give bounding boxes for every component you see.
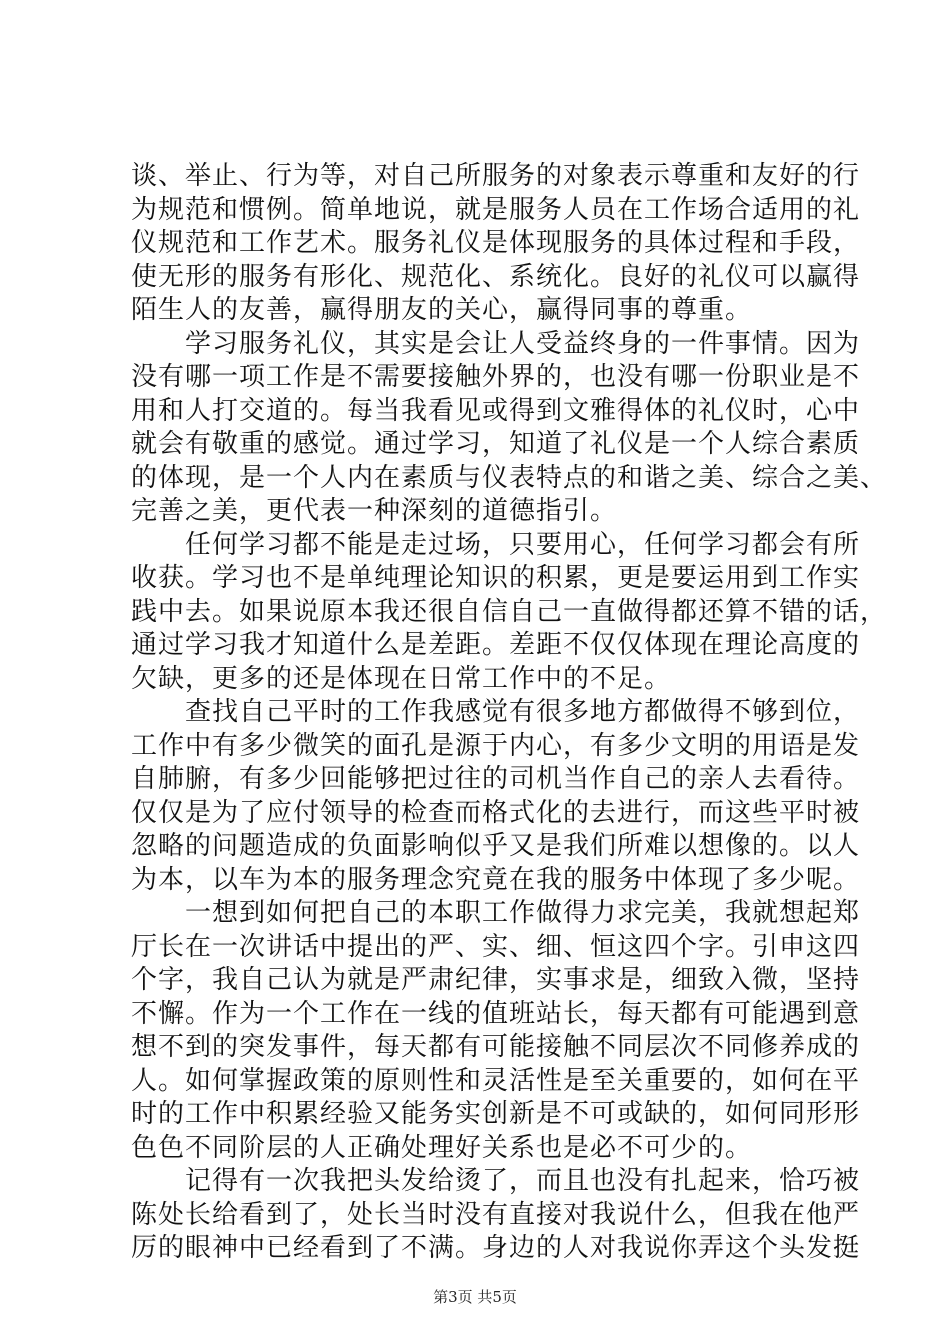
text-line: 使无形的服务有形化、规范化、系统化。良好的礼仪可以赢得 bbox=[131, 261, 861, 292]
text-line: 个字，我自己认为就是严肃纪律，实事求是，细致入微，坚持 bbox=[131, 965, 861, 995]
text-line: 工作中有多少微笑的面孔是源于内心，有多少文明的用语是发 bbox=[131, 730, 861, 761]
text-line: 陌生人的友善，赢得朋友的关心，赢得同事的尊重。 bbox=[131, 295, 753, 325]
text-line: 自肺腑，有多少回能够把过往的司机当作自己的亲人去看待。 bbox=[131, 764, 861, 794]
text-line: 任何学习都不能是走过场，只要用心，任何学习都会有所 bbox=[131, 529, 861, 560]
text-line: 厅长在一次讲话中提出的严、实、细、恒这四个字。引申这四 bbox=[131, 931, 861, 962]
page-number-footer: 第3页 共5页 bbox=[433, 1288, 517, 1306]
text-line: 学习服务礼仪，其实是会让人受益终身的一件事情。因为 bbox=[131, 328, 861, 359]
text-line: 为规范和惯例。简单地说，就是服务人员在工作场合适用的礼 bbox=[131, 194, 861, 225]
text-line: 仪规范和工作艺术。服务礼仪是体现服务的具体过程和手段， bbox=[131, 228, 861, 258]
text-line: 践中去。如果说原本我还很自信自己一直做得都还算不错的话， bbox=[131, 596, 888, 627]
text-line: 通过学习我才知道什么是差距。差距不仅仅体现在理论高度的 bbox=[131, 630, 861, 660]
text-line: 记得有一次我把头发给烫了，而且也没有扎起来，恰巧被 bbox=[131, 1166, 861, 1196]
text-line: 忽略的问题造成的负面影响似乎又是我们所难以想像的。以人 bbox=[131, 831, 861, 861]
text-line: 厉的眼神中已经看到了不满。身边的人对我说你弄这个头发挺 bbox=[131, 1233, 861, 1263]
document-body bbox=[131, 160, 888, 1266]
text-line: 陈处长给看到了，处长当时没有直接对我说什么，但我在他严 bbox=[131, 1199, 861, 1230]
text-line: 收获。学习也不是单纯理论知识的积累，更是要运用到工作实 bbox=[131, 563, 861, 593]
text-line: 用和人打交道的。每当我看见或得到文雅得体的礼仪时，心中 bbox=[131, 395, 861, 426]
text-line: 想不到的突发事件，每天都有可能接触不同层次不同修养成的 bbox=[131, 1032, 861, 1062]
text-line: 色色不同阶层的人正确处理好关系也是必不可少的。 bbox=[131, 1132, 753, 1163]
text-line: 不懈。作为一个工作在一线的值班站长，每天都有可能遇到意 bbox=[131, 998, 861, 1029]
text-line: 没有哪一项工作是不需要接触外界的，也没有哪一份职业是不 bbox=[131, 362, 861, 392]
text-line: 查找自己平时的工作我感觉有很多地方都做得不够到位， bbox=[131, 697, 861, 727]
text-line: 的体现，是一个人内在素质与仪表特点的和谐之美、综合之美、 bbox=[131, 462, 888, 493]
text-line: 人。如何掌握政策的原则性和灵活性是至关重要的，如何在平 bbox=[131, 1065, 861, 1096]
text-line: 谈、举止、行为等，对自己所服务的对象表示尊重和友好的行 bbox=[131, 161, 861, 191]
text-line: 仅仅是为了应付领导的检查而格式化的去进行，而这些平时被 bbox=[131, 797, 861, 828]
text-line: 完善之美，更代表一种深刻的道德指引。 bbox=[131, 496, 618, 526]
text-line: 为本，以车为本的服务理念究竟在我的服务中体现了多少呢。 bbox=[131, 864, 861, 895]
text-line: 欠缺，更多的还是体现在日常工作中的不足。 bbox=[131, 663, 672, 694]
text-line: 时的工作中积累经验又能务实创新是不可或缺的，如何同形形 bbox=[131, 1099, 861, 1129]
text-line: 就会有敬重的感觉。通过学习，知道了礼仪是一个人综合素质 bbox=[131, 429, 861, 459]
text-line: 一想到如何把自己的本职工作做得力求完美，我就想起郑 bbox=[131, 898, 861, 928]
